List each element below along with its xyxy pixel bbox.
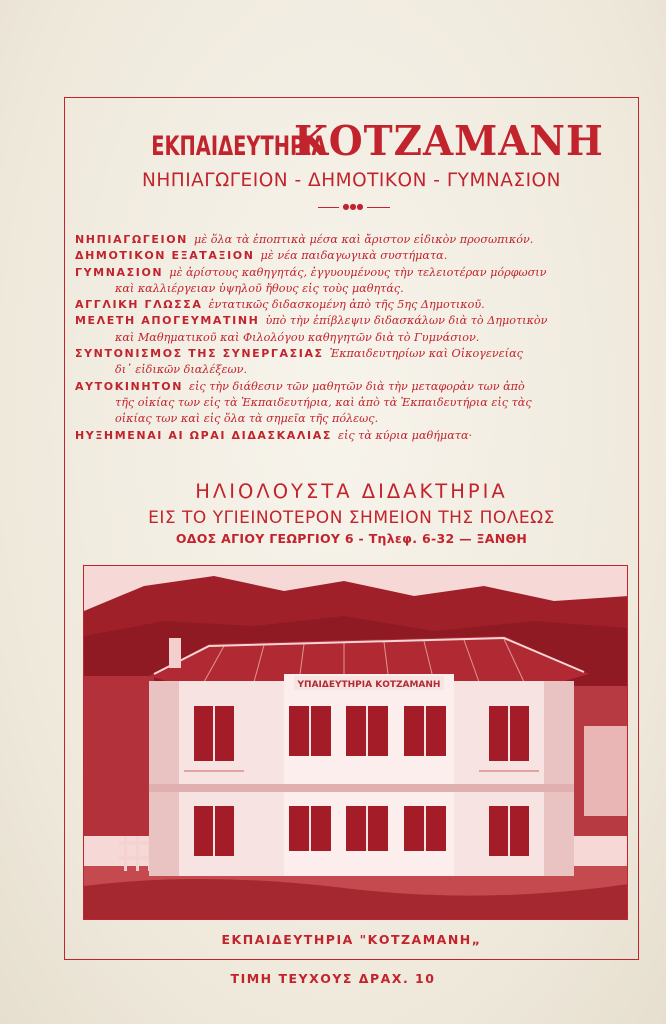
entry-text: Ἐκπαιδευτηρίων καὶ Οἰκογενείας [329, 347, 523, 361]
headline-sunny-classrooms: ΗΛΙΟΛΟΥΣΤΑ ΔΙΔΑΚΤΗΡΙΑ [195, 480, 508, 503]
entry-text: τῆς οἰκίας των εἰς τὰ Ἐκπαιδευτήρια, καὶ ἀπὸ τὰ Ἐκπαιδευτήρια εἰς τὰς [115, 395, 532, 409]
entry-text: καὶ καλλιέργειαν ὑψηλοῦ ἤθους εἰς τοὺς μαθητάς. [115, 281, 404, 295]
list-item [75, 265, 635, 298]
entry-key: ΑΓΓΛΙΚΗ ΓΛΩΣΣΑ [75, 298, 203, 312]
entry-text: οἰκίας των καὶ εἰς ὅλα τὰ σημεῖα τῆς πόλεως. [115, 412, 379, 426]
list-item [75, 232, 635, 248]
subtitle: ΝΗΠΙΑΓΩΓΕΙΟΝ - ΔΗΜΟΤΙΚΟΝ - ΓΥΜΝΑΣΙΟΝ [142, 170, 561, 191]
entry-key: ΣΥΝΤΟΝΙΣΜΟΣ ΤΗΣ ΣΥΝΕΡΓΑΣΙΑΣ [75, 347, 324, 361]
entry-text: εἰς τὰ κύρια μαθήματα· [337, 428, 473, 442]
entry-key: ΗΥΞΗΜΕΝΑΙ ΑΙ ΩΡΑΙ ΔΙΔΑΣΚΑΛΙΑΣ [75, 428, 332, 442]
page-title [64, 117, 639, 165]
entry-text: δι᾽ εἰδικῶν διαλέξεων. [115, 363, 248, 377]
list-item [75, 313, 635, 346]
address-line: ΟΔΟΣ ΑΓΙΟΥ ΓΕΩΡΓΙΟΥ 6 - Τηλεφ. 6-32 — ΞΑΝΘΗ [175, 531, 528, 546]
entry-key: ΝΗΠΙΑΓΩΓΕΙΟΝ [75, 233, 188, 246]
list-item [75, 346, 635, 379]
issue-price: ΤΙΜΗ ΤΕΥΧΟΥΣ ΔΡΑΧ. 10 [230, 971, 436, 986]
entry-text: μὲ νέα παιδαγωγικὰ συστήματα. [260, 249, 448, 263]
title-name: ΚΟΤΖΑΜΑΝΗ [294, 117, 604, 165]
list-item [75, 428, 635, 444]
entry-text: καὶ Μαθηματικοῦ καὶ Φιλολόγου καθηγητῶν διὰ τὸ Γυμνάσιον. [115, 330, 480, 344]
entry-text: εἰς τὴν διάθεσιν τῶν μαθητῶν διὰ τὴν μεταφορὰν των ἀπὸ [189, 379, 525, 393]
entry-text: ἐντατικῶς διδασκομένη ἀπὸ τῆς 5ης Δημοτικοῦ. [208, 298, 485, 312]
headline-location: ΕΙΣ ΤΟ ΥΓΙΕΙΝΟΤΕΡΟΝ ΣΗΜΕΙΟΝ ΤΗΣ ΠΟΛΕΩΣ [148, 508, 555, 528]
list-item [75, 379, 635, 428]
list-item [75, 248, 635, 264]
building-sign: ΥΠΑΙΔΕΥΤΗΡΙΑ ΚΟΤΖΑΜΑΝΗ [297, 680, 441, 690]
entry-key: ΓΥΜΝΑΣΙΟΝ [75, 265, 164, 279]
ornament-dots-icon: ●●● [339, 203, 367, 211]
school-building-photo [83, 565, 628, 920]
entry-text: μὲ ὅλα τὰ ἐποπτικὰ μέσα καὶ ἄριστον εἰδικὸν προσωπικόν. [193, 233, 534, 246]
list-item [75, 297, 635, 313]
title-prefix: ΕΚΠΑΙΔΕΥΤΗΡΙΑ [151, 131, 327, 162]
entry-key: ΔΗΜΟΤΙΚΟΝ ΕΞΑΤΑΞΙΟΝ [75, 249, 255, 263]
entry-text: μὲ ἀρίστους καθηγητάς, ἐγγυουμένους τὴν τελειοτέραν μόρφωσιν [169, 265, 547, 279]
entry-text: ὑπὸ τὴν ἐπίβλεψιν διδασκάλων διὰ τὸ Δημοτικὸν [265, 314, 548, 328]
services-list [75, 232, 635, 444]
entry-key: ΑΥΤΟΚΙΝΗΤΟΝ [75, 379, 184, 393]
entry-key: ΜΕΛΕΤΗ ΑΠΟΓΕΥΜΑΤΙΝΗ [75, 314, 260, 328]
photo-caption: ΕΚΠΑΙΔΕΥΤΗΡΙΑ "ΚΟΤΖΑΜΑΝΗ„ [221, 932, 482, 947]
